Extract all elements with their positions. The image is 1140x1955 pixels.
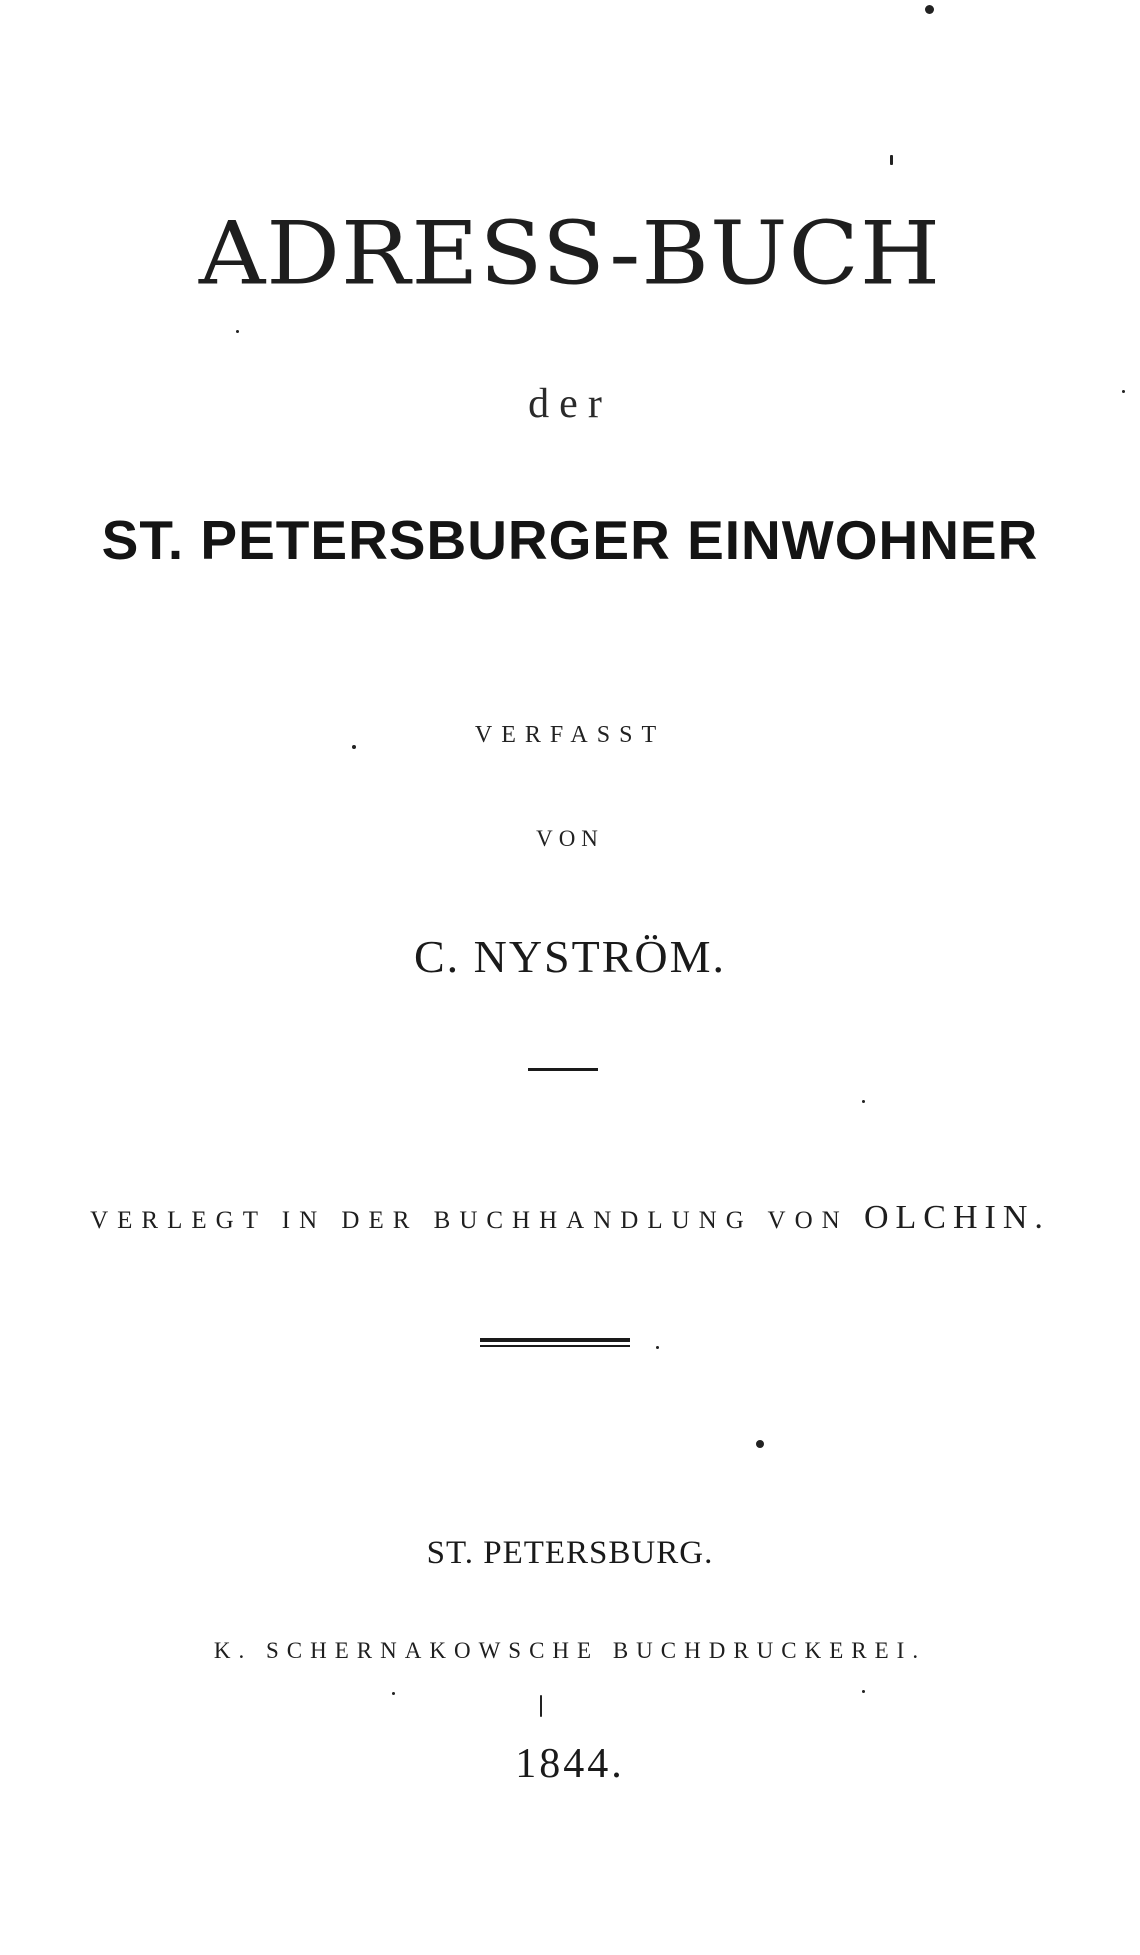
double-divider-rule bbox=[480, 1338, 630, 1348]
scan-speck bbox=[1122, 390, 1125, 393]
scan-speck bbox=[656, 1346, 659, 1349]
scan-speck bbox=[756, 1440, 764, 1448]
scan-speck bbox=[236, 330, 239, 333]
double-rule-top bbox=[480, 1338, 630, 1342]
book-subtitle: ST. PETERSBURGER EINWOHNER bbox=[101, 509, 1039, 571]
scan-speck bbox=[862, 1690, 865, 1693]
scan-speck bbox=[890, 155, 893, 165]
scan-speck bbox=[352, 745, 356, 749]
scan-speck bbox=[862, 1100, 865, 1103]
publisher-name: OLCHIN. bbox=[863, 1199, 1050, 1236]
double-rule-bottom bbox=[480, 1345, 630, 1347]
title-connector: der bbox=[528, 381, 612, 427]
scan-speck bbox=[392, 1692, 395, 1695]
scan-speck bbox=[925, 5, 934, 14]
authored-by-label: VERFASST bbox=[474, 722, 666, 748]
publisher-prefix: VERLEGT IN DER BUCHHANDLUNG VON bbox=[90, 1207, 864, 1234]
short-divider-rule bbox=[528, 1068, 598, 1071]
scan-speck bbox=[540, 1695, 542, 1717]
von-label: VON bbox=[536, 826, 604, 851]
author-name: C. NYSTRÖM. bbox=[413, 931, 727, 982]
printer-name: K. SCHERNAKOWSCHE BUCHDRUCKEREI. bbox=[213, 1638, 927, 1663]
publisher-line bbox=[0, 1199, 1140, 1237]
publication-year: 1844. bbox=[515, 1741, 625, 1787]
publication-city: ST. PETERSBURG. bbox=[426, 1535, 714, 1571]
book-title: ADRESS-BUCH bbox=[198, 202, 942, 305]
